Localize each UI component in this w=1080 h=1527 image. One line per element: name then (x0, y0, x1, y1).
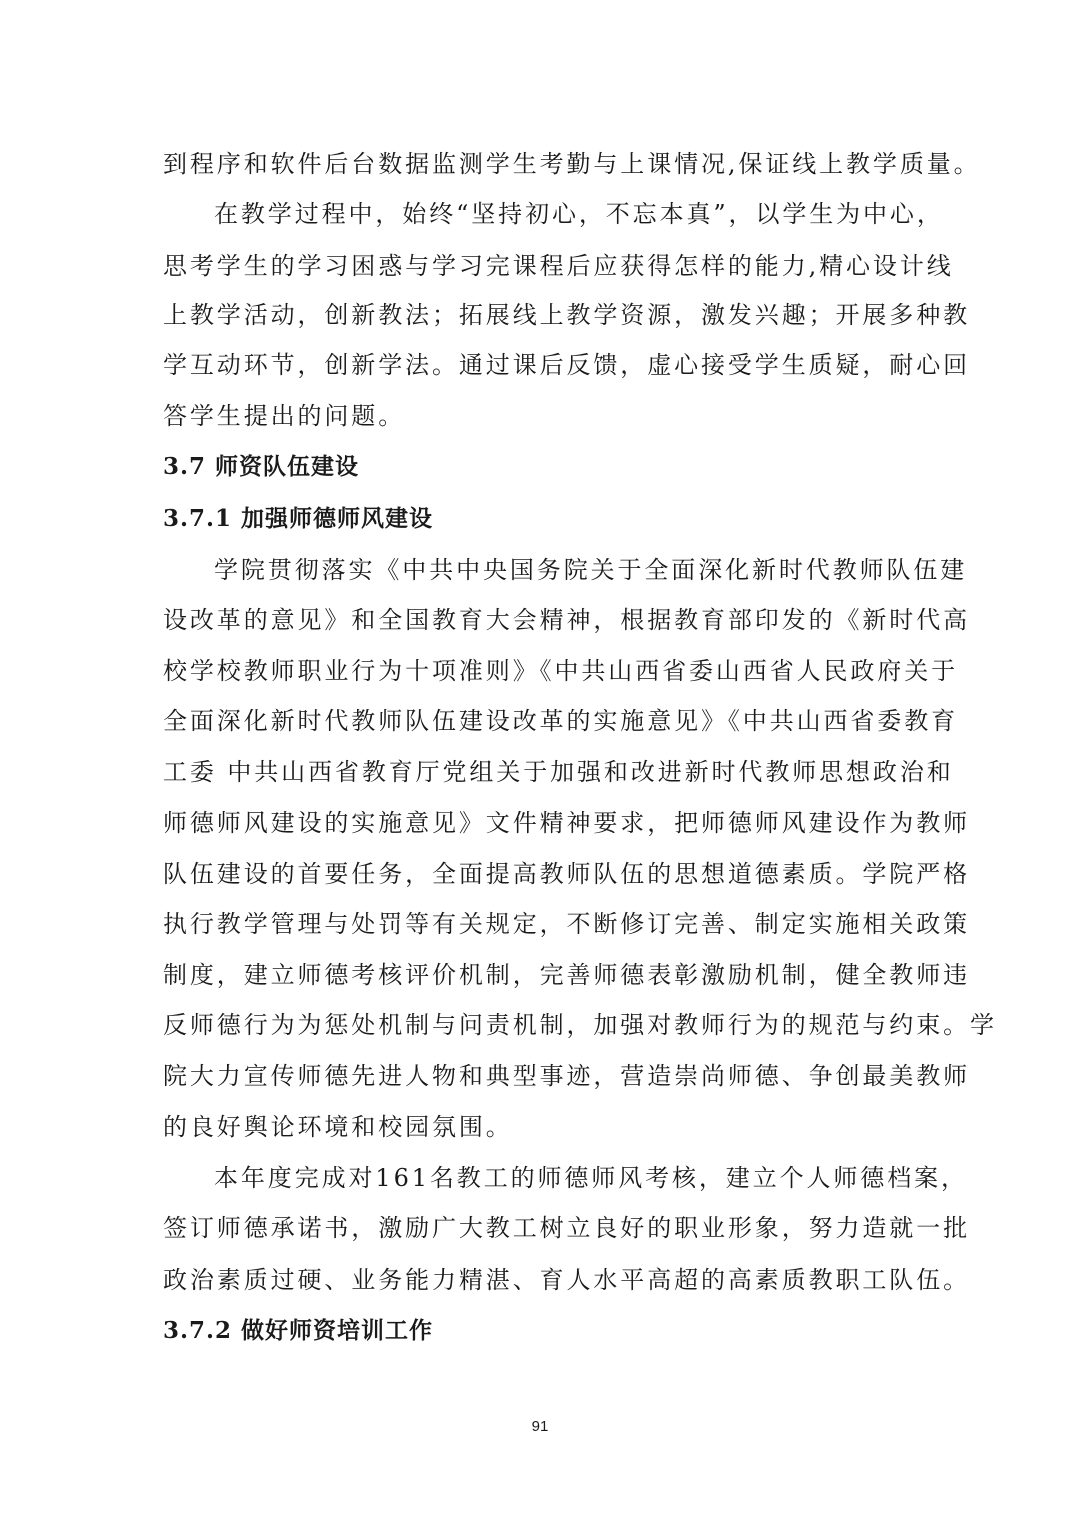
paragraph-line: 本年度完成对161名教工的师德师风考核，建立个人师德档案， (214, 1164, 968, 1192)
paragraph-line: 队伍建设的首要任务，全面提高教师队伍的思想道德素质。学院严格 (163, 860, 970, 888)
paragraph-line: 制度，建立师德考核评价机制，完善师德表彰激励机制，健全教师违 (163, 961, 970, 989)
paragraph-line: 师德师风建设的实施意见》文件精神要求，把师德师风建设作为教师 (163, 809, 970, 837)
paragraph-line: 学互动环节，创新学法。通过课后反馈，虚心接受学生质疑，耐心回 (163, 351, 970, 379)
page-number: 91 (531, 1418, 549, 1435)
paragraph-line: 的良好舆论环境和校园氛围。 (163, 1113, 513, 1141)
paragraph-line: 反师德行为为惩处机制与问责机制，加强对教师行为的规范与约束。学 (163, 1011, 997, 1039)
paragraph-line: 到程序和软件后台数据监测学生考勤与上课情况,保证线上教学质量。 (163, 150, 981, 178)
paragraph-line: 全面深化新时代教师队伍建设改革的实施意见》《中共山西省委教育 (163, 707, 958, 735)
paragraph-line: 执行教学管理与处罚等有关规定，不断修订完善、制定实施相关政策 (163, 910, 970, 938)
paragraph-line: 工委 中共山西省教育厅党组关于加强和改进新时代教师思想政治和 (163, 758, 954, 786)
paragraph-line: 答学生提出的问题。 (163, 402, 406, 430)
section-heading-3-7: 3.7 师资队伍建设 (163, 453, 360, 480)
paragraph-line: 学院贯彻落实《中共中央国务院关于全面深化新时代教师队伍建 (214, 556, 968, 584)
section-heading-3-7-2: 3.7.2 做好师资培训工作 (163, 1317, 434, 1344)
paragraph-line: 政治素质过硬、业务能力精湛、育人水平高超的高素质教职工队伍。 (163, 1266, 970, 1294)
paragraph-line: 院大力宣传师德先进人物和典型事迹，营造崇尚师德、争创最美教师 (163, 1062, 970, 1090)
paragraph-line: 校学校教师职业行为十项准则》《中共山西省委山西省人民政府关于 (163, 657, 958, 685)
paragraph-line: 签订师德承诺书，激励广大教工树立良好的职业形象，努力造就一批 (163, 1214, 970, 1242)
paragraph-line: 设改革的意见》和全国教育大会精神，根据教育部印发的《新时代高 (163, 606, 970, 634)
paragraph-line: 在教学过程中，始终“坚持初心，不忘本真”，以学生为中心， (214, 200, 944, 228)
paragraph-line: 思考学生的学习困惑与学习完课程后应获得怎样的能力,精心设计线 (163, 252, 954, 280)
section-heading-3-7-1: 3.7.1 加强师德师风建设 (163, 505, 434, 532)
paragraph-line: 上教学活动，创新教法；拓展线上教学资源，激发兴趣；开展多种教 (163, 301, 970, 329)
